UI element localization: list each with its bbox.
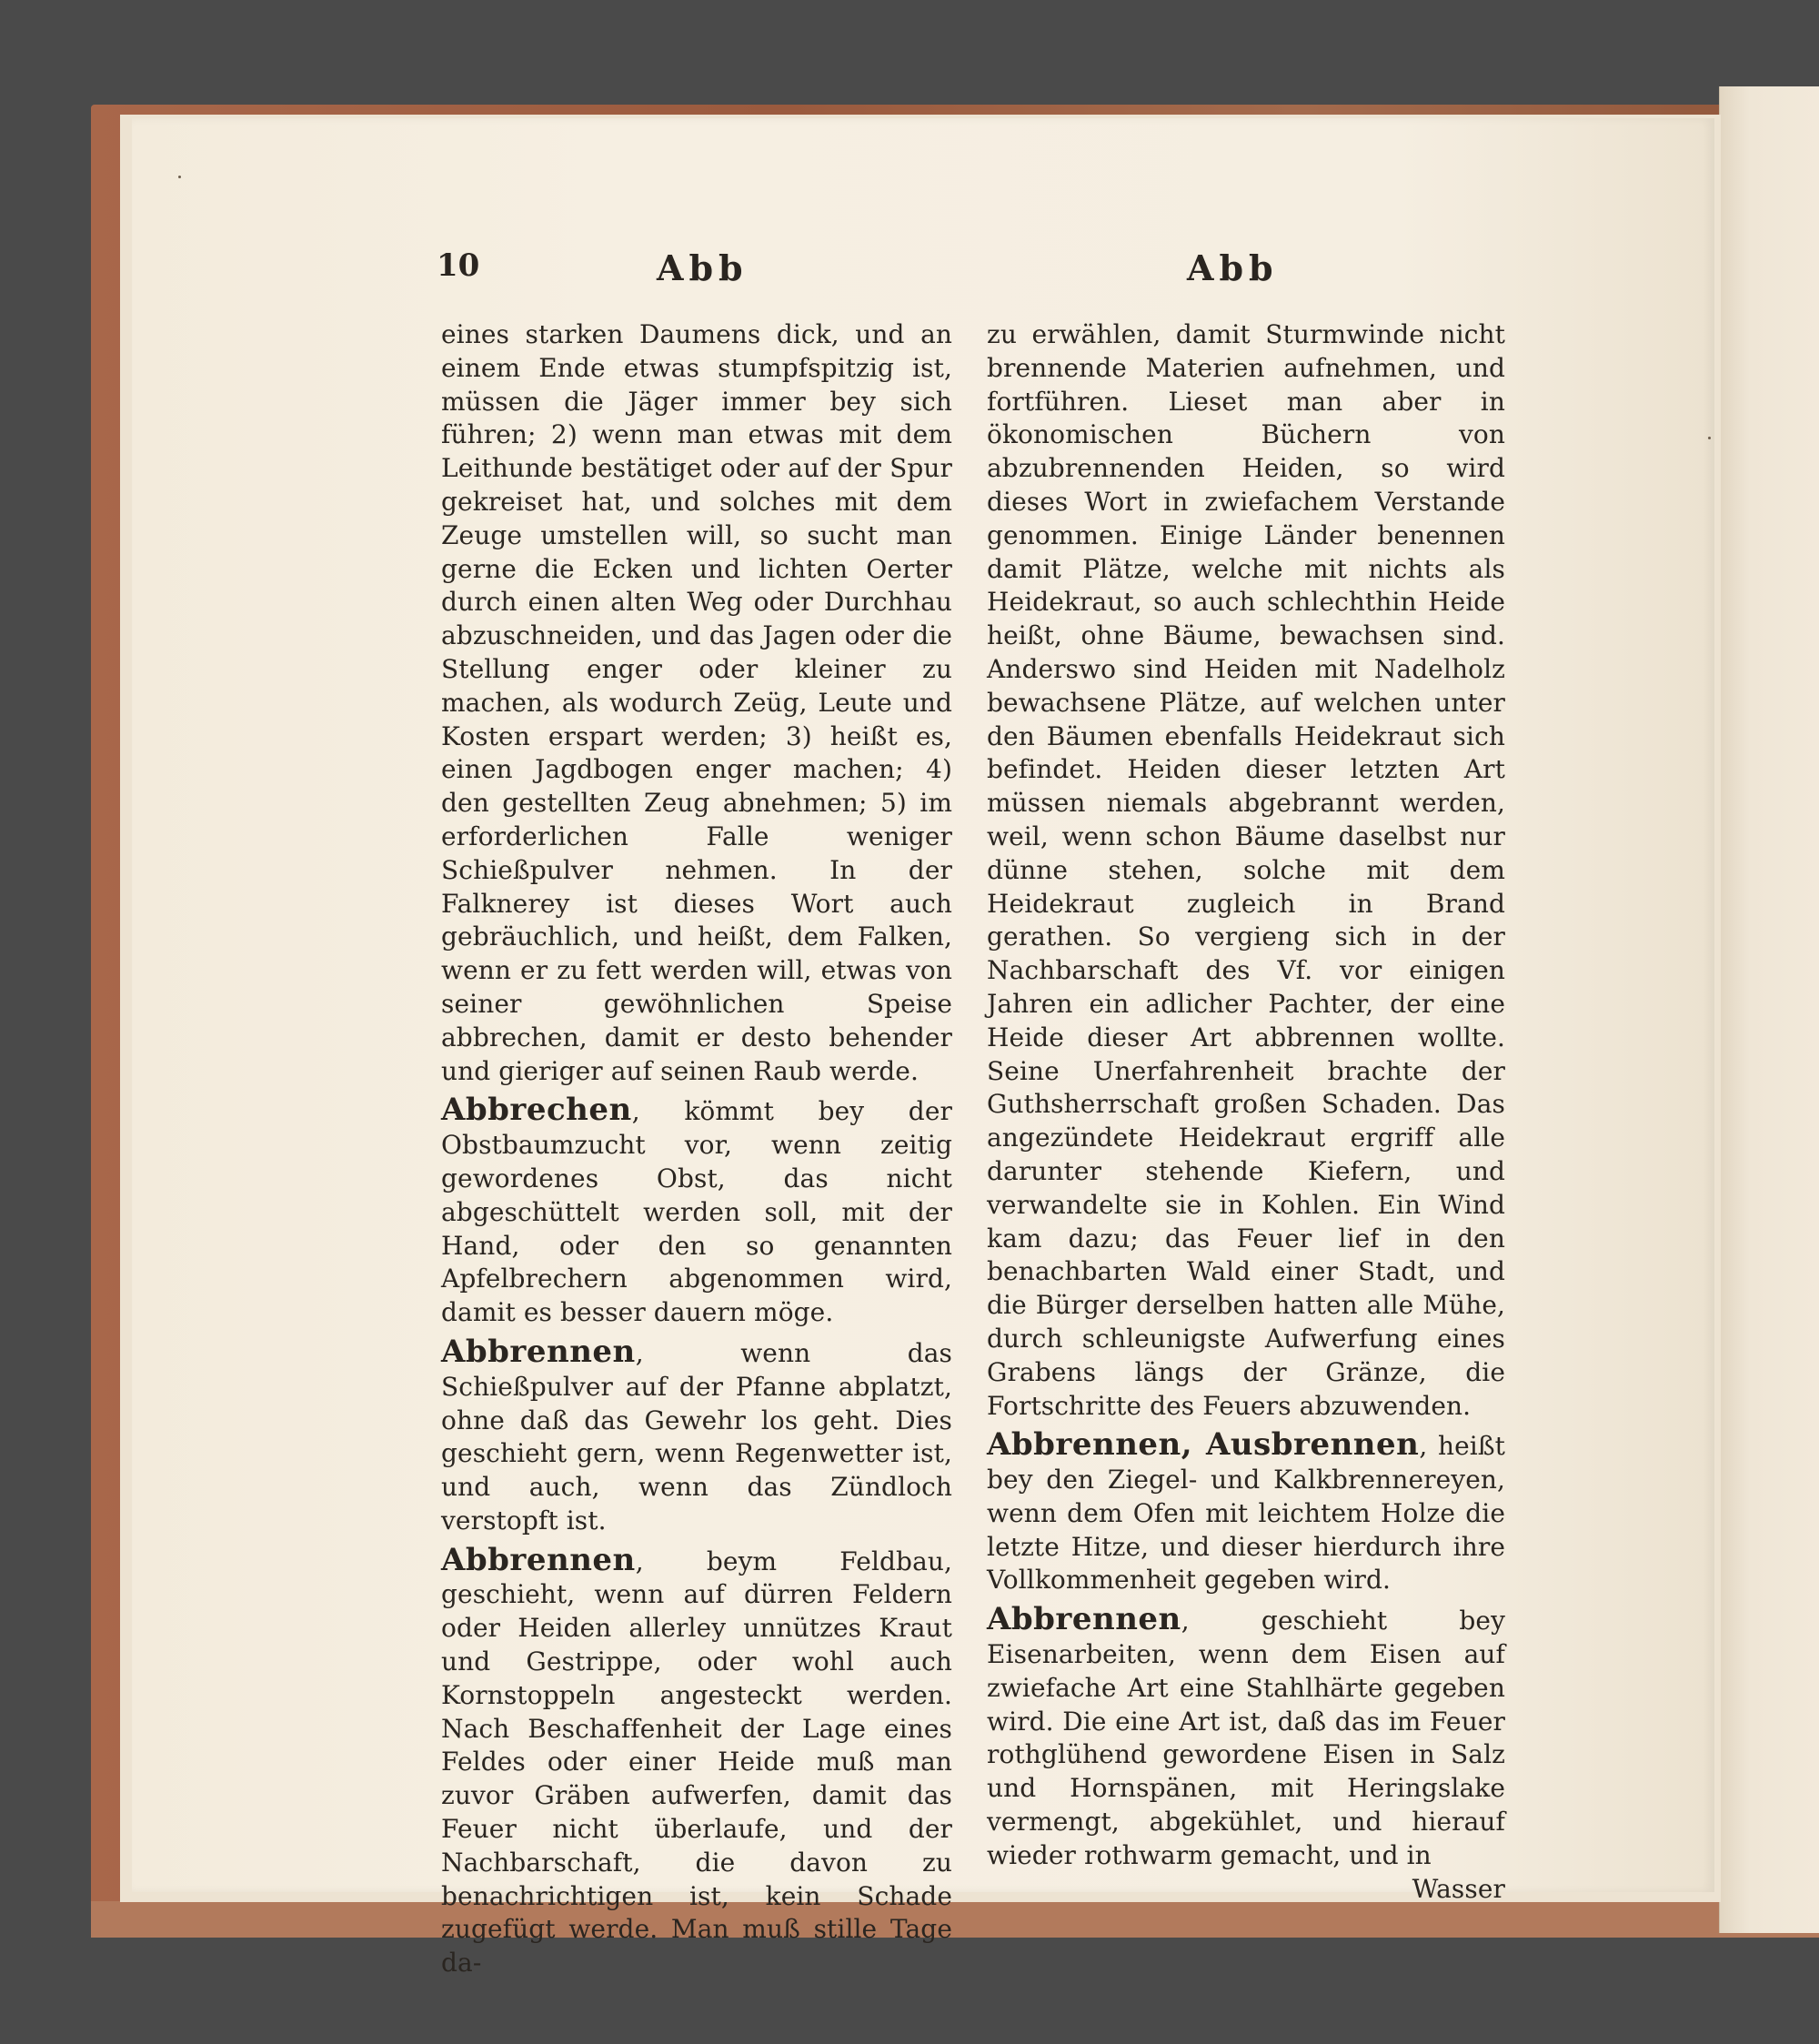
facing-page-edge bbox=[1719, 86, 1819, 1933]
paragraph-text: zu erwählen, damit Sturmwinde nicht brennende Materien aufnehmen, und fortführen. Lieset man aber in ökonomischen Büchern von abzubrennenden Heiden, so wird dieses Wort in zwiefachem Verstande genommen. Einige Länder benennen damit Plätze, welche mit nichts als Heidekraut, so auch schlechthin Heide heißt, ohne Bäume, bewachsen sind. Anderswo sind Heiden mit Nadelholz bewachsene Plätze, auf welchen unter den Bäumen ebenfalls Heidekraut sich befindet. Heiden dieser letzten Art müssen niemals abgebrannt werden, weil, wenn schon Bäume daselbst nur dünne stehen, solche mit dem Heidekraut zugleich in Brand gerathen. So vergieng sich in der Nachbarschaft des Vf. vor einigen Jahren ein adlicher Pachter, der eine Heide dieser Art abbrennen wollte. Seine Unerfahrenheit brachte der Guthsherrschaft großen Schaden. Das angezündete Heidekraut ergriff alle darunter stehende Kiefern, und verwandelte sie in Kohlen. Ein Wind kam dazu; das Feuer lief in den benachbarten Wald einer Stadt, und die Bürger derselben hatten alle Mühe, durch schleunigste Aufwerfung eines Grabens längs der Gränze, die Fortschritte des Feuers abzuwenden. bbox=[987, 319, 1505, 1421]
entry-text: , geschieht bey Eisenarbeiten, wenn dem Eisen auf zwiefache Art eine Stahlhärte gegeben wird. Die eine Art ist, daß das im Feuer rothglühend gewordene Eisen in Salz und Hornspänen, mit Heringslake vermengt, abgekühlet, und hierauf wieder rothwarm gemacht, und in bbox=[987, 1606, 1505, 1870]
catchword bbox=[987, 1873, 1505, 1907]
paragraph-text: eines starken Daumens dick, und an einem Ende etwas stumpfspitzig ist, müssen die Jäger immer bey sich führen; 2) wenn man etwas mit dem Leithunde bestätiget oder auf der Spur gekreiset hat, und solches mit dem Zeuge umstellen will, so sucht man gerne die Ecken und lichten Oerter durch einen alten Weg oder Durchhau abzuschneiden, und das Jagen oder die Stellung enger oder kleiner zu machen, als wodurch Zeüg, Leute und Kosten erspart werden; 3) heißt es, einen Jagdbogen enger machen; 4) den gestellten Zeug abnehmen; 5) im erforderlichen Falle weniger Schießpulver nehmen. In der Falknerey ist dieses Wort auch gebräuchlich, und heißt, dem Falken, wenn er zu fett werden will, etwas von seiner gewöhnlichen Speise abbrechen, damit er desto behender und gieriger auf seinen Raub werde. bbox=[441, 319, 952, 1086]
catchword-text: Wasser bbox=[1412, 1873, 1505, 1904]
dictionary-entry bbox=[987, 1428, 1505, 1597]
running-head-right: Abb bbox=[1187, 247, 1279, 288]
entry-text: , wenn das Schießpulver auf der Pfanne abplatzt, ohne daß das Gewehr los geht. Dies geschieht gern, wenn Regenwetter ist, und auch, wenn das Zündloch verstopft ist. bbox=[441, 1337, 952, 1536]
entry-headword: Abbrechen bbox=[441, 1092, 632, 1129]
running-head-left: Abb bbox=[657, 247, 749, 288]
text-column-left bbox=[441, 318, 952, 1980]
text-column-right bbox=[987, 318, 1505, 1906]
entry-headword: Abbrennen, Ausbrennen bbox=[987, 1426, 1420, 1464]
dictionary-entry bbox=[987, 1603, 1505, 1872]
page-number: 10 bbox=[437, 247, 480, 284]
entry-headword: Abbrennen bbox=[987, 1601, 1181, 1638]
cover-edge bbox=[91, 1901, 1819, 1938]
dictionary-entry bbox=[441, 1335, 952, 1538]
entry-headword: Abbrennen bbox=[441, 1541, 636, 1578]
entry-text: , heißt bey den Ziegel- und Kalkbrennereyen, wenn dem Ofen mit leichtem Holze die letzte Hitze, und dieser hierdurch ihre Vollkommenheit gegeben wird. bbox=[987, 1431, 1505, 1596]
paper-speck bbox=[178, 176, 181, 178]
paragraph-continuation bbox=[987, 318, 1505, 1423]
entry-headword: Abbrennen bbox=[441, 1333, 636, 1370]
entry-text: , kömmt bey der Obstbaumzucht vor, wenn zeitig gewordenes Obst, das nicht abgeschüttelt werden soll, mit der Hand, oder den so genannten Apfelbrechern abgenommen wird, damit es besser dauern möge. bbox=[441, 1096, 952, 1328]
paper-speck bbox=[1708, 437, 1711, 439]
paragraph-continuation bbox=[441, 318, 952, 1088]
dictionary-entry bbox=[441, 1093, 952, 1330]
dictionary-entry bbox=[441, 1541, 952, 1980]
entry-text: , beym Feldbau, geschieht, wenn auf dürren Feldern oder Heiden allerley unnützes Kraut und Gestrippe, oder wohl auch Kornstoppeln angesteckt werden. Nach Beschaffenheit der Lage eines Feldes oder einer Heide muß man zuvor Gräben aufwerfen, damit das Feuer nicht überlaufe, und der Nachbarschaft, die davon zu benachrichtigen ist, kein Schade zugefügt werde. Man muß stille Tage da- bbox=[441, 1546, 952, 1979]
